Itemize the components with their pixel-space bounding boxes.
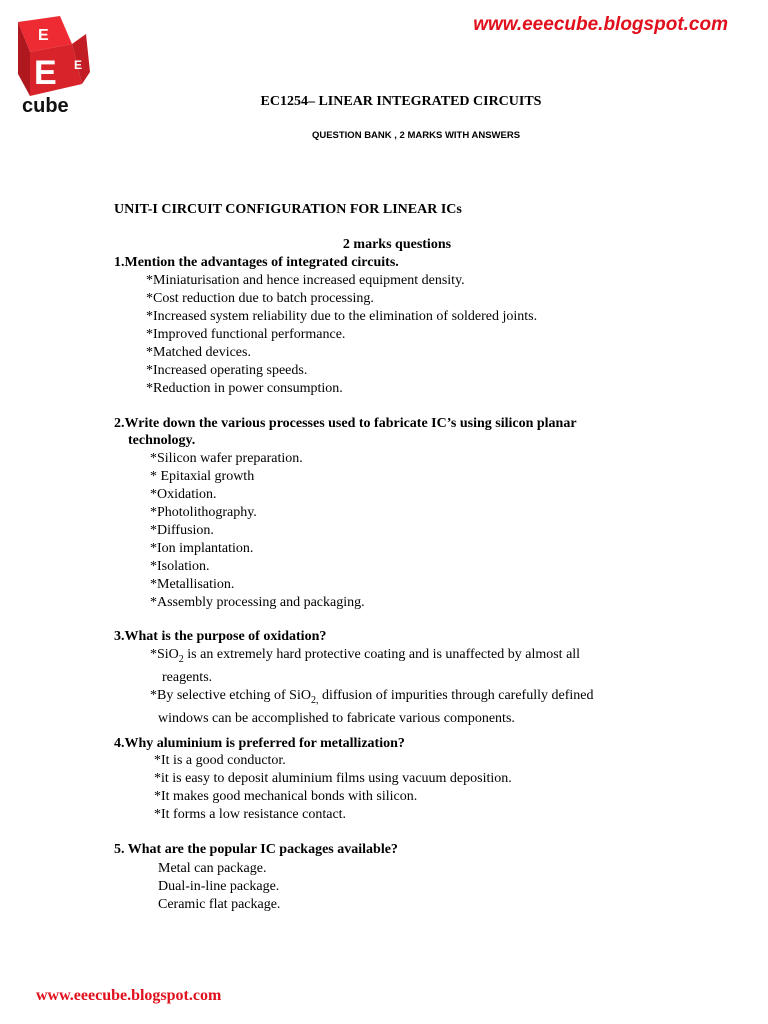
logo-letter-e-top: E [38,27,49,44]
list-item: Metal can package. [158,861,267,876]
sio2-prefix: *SiO [150,647,179,662]
answer-list-5 [158,860,280,914]
list-item: *Matched devices. [146,345,251,360]
blog-url-top[interactable]: www.eeecube.blogspot.com [473,14,728,35]
question-2-line-1: 2.Write down the various processes used to fabricate IC’s using silicon planar [114,416,577,431]
page-title: EC1254– LINEAR INTEGRATED CIRCUITS [260,94,542,109]
list-item: *Increased system reliability due to the elimination of soldered joints. [146,309,538,324]
question-1: 1.Mention the advantages of integrated circuits. [114,255,399,270]
list-item: *Photolithography. [150,505,257,520]
answer-text: diffusion of impurities through carefully defined [318,687,594,703]
blog-url-bottom[interactable]: www.eeecube.blogspot.com [36,987,222,1004]
list-item: Ceramic flat package. [158,897,281,912]
list-item: *It is a good conductor. [154,753,286,768]
answer-list-2 [150,450,365,612]
unit-heading: UNIT-I CIRCUIT CONFIGURATION FOR LINEAR ICs [114,202,462,217]
question-5: 5. What are the popular IC packages available? [114,842,398,857]
list-item: *Silicon wafer preparation. [150,451,303,466]
question-3: 3.What is the purpose of oxidation? [114,629,327,644]
logo-text: cube [22,95,69,114]
list-item: *Increased operating speeds. [146,363,308,378]
list-item: *Diffusion. [150,523,214,538]
answer-list-1 [146,272,537,398]
list-item: *Miniaturisation and hence increased equipment density. [146,273,465,288]
subscript: 2, [310,694,319,706]
list-item: *Cost reduction due to batch processing. [146,291,374,306]
list-item [150,687,593,710]
list-item: *It forms a low resistance contact. [154,807,347,822]
list-item: Dual-in-line package. [158,879,280,894]
logo-letter-e-front: E [34,54,57,92]
list-item: *Ion implantation. [150,541,254,556]
list-item-continuation: windows can be accomplished to fabricate various components. [158,710,515,726]
marks-heading: 2 marks questions [342,237,452,252]
list-item: *It makes good mechanical bonds with silicon. [154,789,418,804]
page-subtitle: QUESTION BANK , 2 MARKS WITH ANSWERS [311,130,521,141]
list-item: * Epitaxial growth [150,469,255,484]
answer-list-3 [150,646,593,728]
subscript: 2 [178,653,184,665]
list-item: *Metallisation. [150,577,235,592]
answer-text: is an extremely hard protective coating and is unaffected by almost all [183,647,581,662]
list-item: *Oxidation. [150,487,217,502]
logo-letter-e-side: E [74,58,83,72]
list-item: *Assembly processing and packaging. [150,595,365,610]
question-2-line-2: technology. [128,433,196,448]
list-item: *Improved functional performance. [146,327,346,342]
list-item: *Reduction in power consumption. [146,381,343,396]
list-item [150,646,593,669]
list-item: *Isolation. [150,559,210,574]
question-4: 4.Why aluminium is preferred for metallization? [114,736,405,751]
list-item: *it is easy to deposit aluminium films using vacuum deposition. [154,771,512,786]
sio2-prefix: *By selective etching of SiO [150,687,311,703]
answer-list-4 [154,752,512,824]
list-item-continuation: reagents. [162,669,213,685]
